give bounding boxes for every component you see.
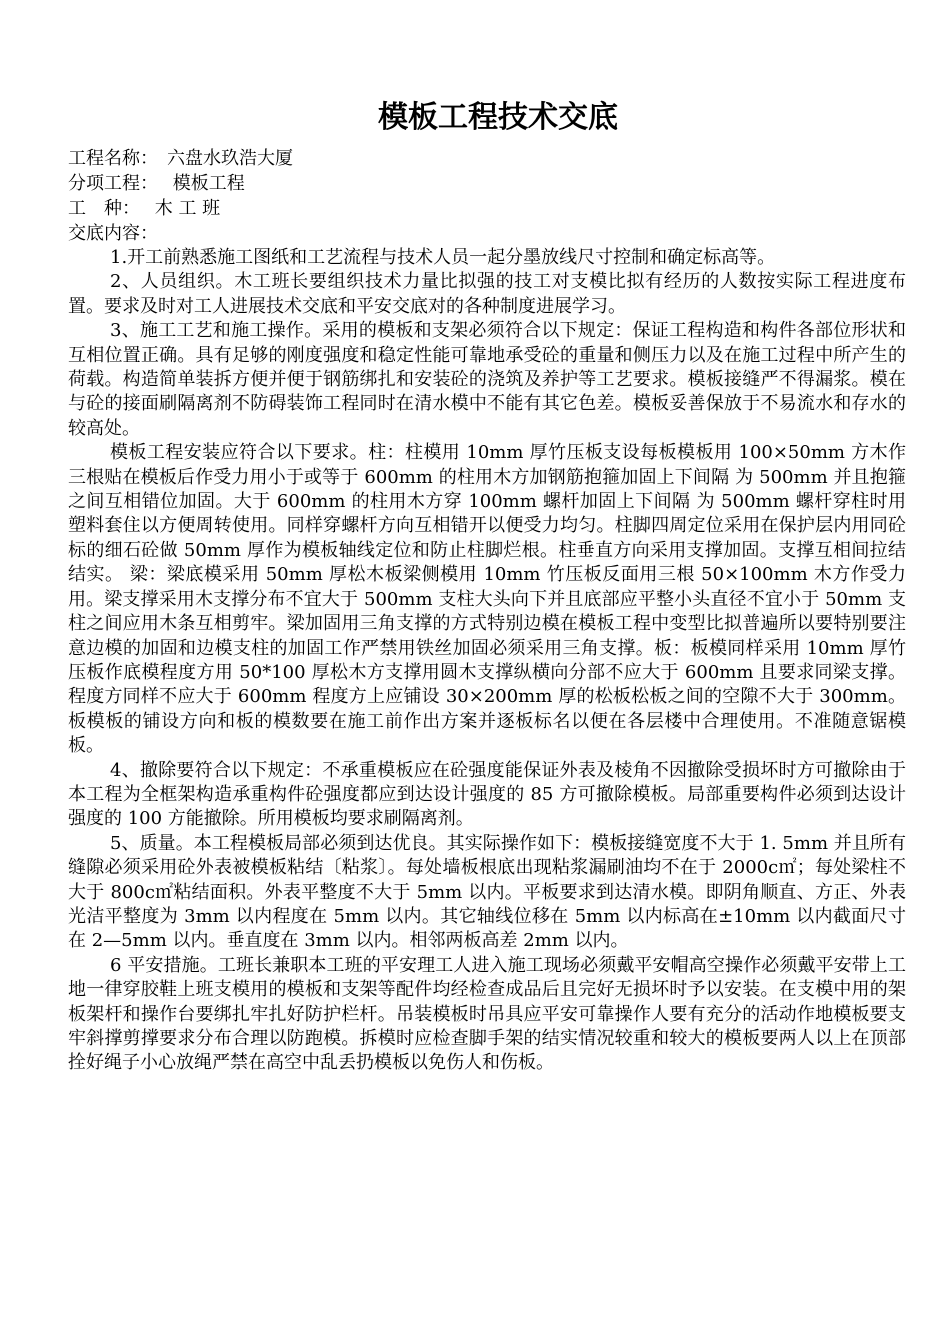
document-page: [68, 96, 906, 1076]
paragraph-removal: 4、撤除要符合以下规定：不承重模板应在砼强度能保证外表及棱角不因撤除受损坏时方可撤除由于本工程为全框架构造承重构件砼强度都应到达设计强度的 85 方可撤除模板。局部重要构件必须到达设计强度的 100 方能撤除。所用模板均要求刷隔离剂。: [68, 759, 906, 830]
paragraph-process: 3、施工工艺和施工操作。采用的模板和支架必须符合以下规定：保证工程构造和构件各部位形状和互相位置正确。具有足够的刚度强度和稳定性能可靠地承受砼的重量和侧压力以及在施工过程中所产生的荷载。构造简单装拆方便并便于钢筋绑扎和安装砼的浇筑及养护等工艺要求。模板接缝严不得漏浆。模在与砼的接面刷隔离剂不防碍装饰工程同时在清水模中不能有其它色差。模板妥善保放于不易流水和存水的较高处。: [68, 320, 906, 439]
paragraph-quality: 5、质量。本工程模板局部必须到达优良。其实际操作如下：模板接缝宽度不大于 1. 5mm 并且所有缝隙必须采用砼外表被模板粘结〔粘浆〕。每处墙板根底出现粘浆漏刷油均不在于 2000c㎡；每处梁柱不大于 800c㎡粘结面积。外表平整度不大于 5mm 以内。平板要求到达清水模。即阴角顺直、方正、外表光洁平整度为 3mm 以内程度在 5mm 以内。其它轴线位移在 5mm 以内标高在±10mm 以内截面尺寸在 2—5mm 以内。垂直度在 3mm 以内。相邻两板高差 2mm 以内。: [68, 832, 906, 952]
paragraph-safety: 6 平安措施。工班长兼职本工班的平安理工人进入施工现场必须戴平安帽高空操作必须戴平安带上工地一律穿胶鞋上班支模用的模板和支架等配件均经检查成品后且完好无损坏时予以安装。在支模中用的架板架杆和操作台要绑扎牢扎好防护栏杆。吊装模板时吊具应平安可靠操作人要有充分的活动作地模板要支牢斜撑剪撑要求分布合理以防跑模。拆模时应检查脚手架的结实情况较重和较大的模板要两人以上在顶部拴好绳子小心放绳严禁在高空中乱丢扔模板以免伤人和伤板。: [68, 954, 906, 1074]
trade-line: 工 种： 木 工 班: [68, 198, 221, 219]
paragraph-preparation: 1.开工前熟悉施工图纸和工艺流程与技术人员一起分墨放线尺寸控制和确定标高等。: [110, 247, 776, 268]
document-title: 模板工程技术交底: [378, 100, 618, 135]
paragraph-installation: 模板工程安装应符合以下要求。柱：柱模用 10mm 厚竹压板支设每板模板用 100×50mm 方木作三根贴在模板后作受力用小于或等于 600mm 的柱用木方加钢筋抱箍加固上下间隔 为 500mm 并且抱箍之间互相错位加固。大于 600mm 的柱用木方穿 100mm 螺杆加固上下间隔 为 500mm 螺杆穿柱时用塑料套住以方便周转使用。同样穿螺杆方向互相错开以便受力均匀。柱脚四周定位采用在保护层内用同砼标的细石砼做 50mm 厚作为模板轴线定位和防止柱脚烂根。柱垂直方向采用支撑加固。支撑互相间拉结结实。 梁：梁底模采用 50mm 厚松木板梁侧模用 10mm 竹压板反面用三根 50×100mm 木方作受力用。梁支撑采用木支撑分布不宜大于 500mm 支柱大头向下并且底部应平整小头直径不宜小于 50mm 支柱之间应用木条互相剪牢。梁加固用三角支撑的方式特别边模在模板工程中变型比拟普遍所以要特别要注意边模的加固和边模支柱的加固工作严禁用铁丝加固必须采用三角支撑。板：板模同样采用 10mm 厚竹压板作底模程度方用 50*100 厚松木方支撑用圆木支撑纵横向分部不应大于 600mm 且要求同梁支撑。程度方同样不应大于 600mm 程度方上应铺设 30×200mm 厚的松板松板之间的空隙不大于 300mm。板模板的铺设方向和板的模数要在施工前作出方案并逐板标名以便在各层楼中合理使用。不准随意锯模板。: [68, 442, 906, 757]
paragraph-staffing: 2、人员组织。木工班长要组织技术力量比拟强的技工对支模比拟有经历的人数按实际工程进度布置。要求及时对工人进展技术交底和平安交底对的各种制度进展学习。: [68, 271, 906, 317]
content-label: 交底内容：: [68, 223, 158, 244]
sub-project-line: 分项工程： 模板工程: [68, 173, 245, 194]
project-name-line: 工程名称： 六盘水玖浩大厦: [68, 148, 293, 169]
